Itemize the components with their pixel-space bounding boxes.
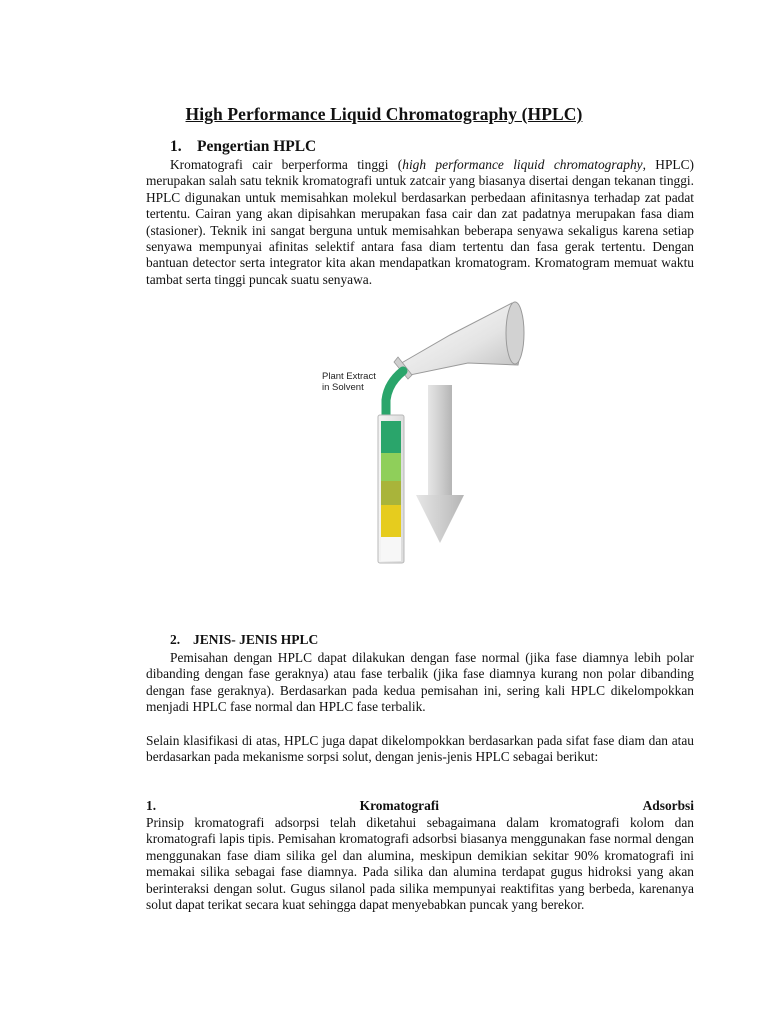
section-1-text-post: , HPLC) merupakan salah satu teknik kromatografi untuk zatcair yang biasanya disertai dengan tekanan tinggi. HPLC digunakan untuk memisahkan molekul berdasarkan perbedaan afinitasnya terhadap zat padat tertentu. Cairan yang akan dipisahkan merupakan fasa cair dan zat padatnya merupakan fasa diam (stasioner). Teknik ini sangat berguna untuk memisahkan beberapa senyawa sekaligus karena setiap senyawa mempunyai afinitas selektif antara fasa diam tertentu dan fasa gerak tertentu. Dengan bantuan detector serta integrator kita akan mendapatkan kromatogram. Kromatogram memuat waktu tambat serta tinggi puncak suatu senyawa. [146, 157, 694, 287]
band-olive [381, 481, 401, 505]
subsection-1-heading [146, 798, 694, 814]
section-1-text-pre: Kromatografi cair berperforma tinggi ( [170, 157, 403, 172]
section-1-title: Pengertian HPLC [197, 138, 317, 155]
arrow-down-icon [416, 385, 464, 543]
section-1-heading [170, 138, 316, 156]
section-2-number: 2. [170, 632, 181, 647]
section-2-heading [170, 632, 318, 648]
column-tube [378, 415, 404, 563]
section-1-paragraph [146, 157, 694, 288]
document-title: High Performance Liquid Chromatography (HPLC) [185, 104, 583, 124]
section-2-title: JENIS- JENIS HPLC [193, 632, 319, 647]
figure-label-line1: Plant Extract [322, 371, 376, 382]
section-2-paragraph-2: Selain klasifikasi di atas, HPLC juga dapat dikelompokkan berdasarkan pada sifat fase diam dan atau berdasarkan pada mekanisme sorpsi solut, dengan jenis-jenis HPLC sebagai berikut: [146, 733, 694, 765]
section-1-number: 1. [170, 138, 182, 155]
section-1-text-italic: high performance liquid chromatography [402, 157, 643, 172]
subsection-1-number: 1. [146, 798, 157, 813]
subsection-1-title-right: Adsorbsi [642, 798, 694, 813]
subsection-1-title-left: Kromatografi [359, 798, 440, 813]
funnel-icon [394, 302, 524, 379]
hplc-illustration [300, 295, 530, 575]
band-green [381, 421, 401, 453]
figure-label-line2: in Solvent [322, 382, 364, 393]
band-yellow [381, 505, 401, 537]
subsection-1-paragraph: Prinsip kromatografi adsorpsi telah diketahui sebagaimana dalam kromatografi kolom dan kromatografi lapis tipis. Pemisahan kromatografi adsorbsi biasanya menggunakan fase normal dengan menggunakan fase diam silika gel dan alumina, meskipun demikian sekitar 90% kromatografi ini memakai silika sebagai fase diamnya. Pada silika dan alumina terdapat gugus hidroksi yang akan berinteraksi dengan solut. Gugus silanol pada silika mempunyai reaktifitas yang berbeda, karenanya solut dapat terikat secara kuat sehingga dapat menyebabkan puncak yang berekor. [146, 815, 694, 913]
band-lightgreen [381, 453, 401, 481]
figure-label [322, 371, 376, 393]
section-2-paragraph-1: Pemisahan dengan HPLC dapat dilakukan dengan fase normal (jika fase diamnya lebih polar dibanding dengan fase geraknya) atau fase terbalik (jika fase diamnya kurang non polar dibanding dengan fase geraknya). Berdasarkan pada kedua pemisahan ini, sering kali HPLC dikelompokkan menjadi HPLC fase normal dan HPLC fase terbalik. [146, 650, 694, 715]
